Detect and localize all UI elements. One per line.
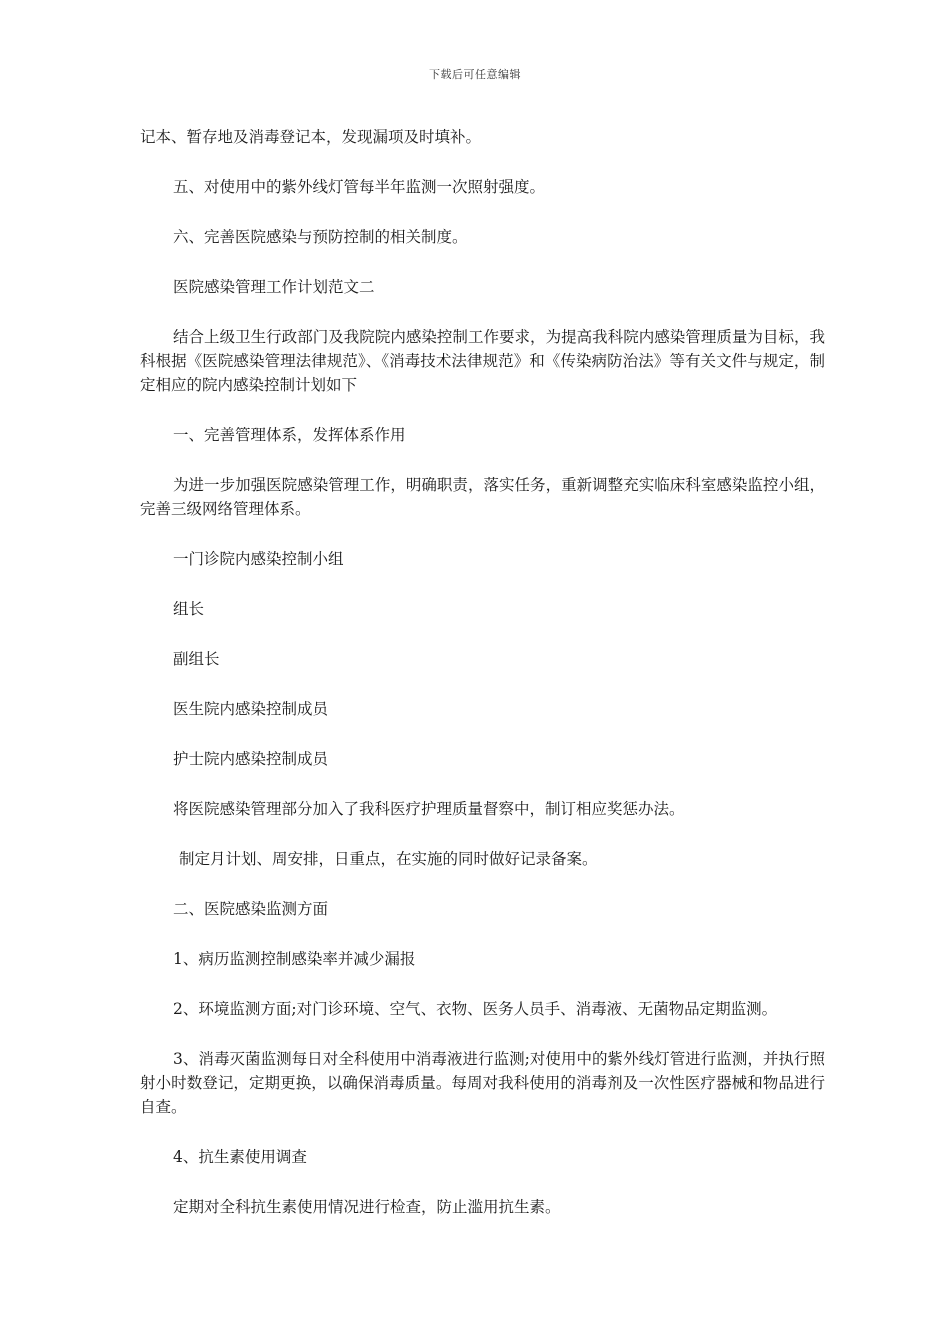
paragraph-doctor-members: 医生院内感染控制成员 xyxy=(173,700,329,718)
paragraph-antibiotics: 定期对全科抗生素使用情况进行检查，防止滥用抗生素。 xyxy=(173,1198,561,1216)
heading-two: 二、医院感染监测方面 xyxy=(173,900,329,918)
paragraph-intro: 结合上级卫生行政部门及我院院内感染控制工作要求，为提高我科院内感染管理质量为目标，我科根据《医院感染管理法律规范》、《消毒技术法律规范》和《传染病防治法》等有关文件与规定，制定相应的院内感染控制计划如下 xyxy=(140,328,825,394)
page-header: 下载后可任意编辑 xyxy=(429,68,521,81)
paragraph-item-five: 五、对使用中的紫外线灯管每半年监测一次照射强度。 xyxy=(173,178,546,196)
paragraph-group: 一门诊院内感染控制小组 xyxy=(173,550,344,568)
paragraph-item-3: 3、消毒灭菌监测每日对全科使用中消毒液进行监测;对使用中的紫外线灯管进行监测，并执行照射小时数登记，定期更换，以确保消毒质量。每周对我科使用的消毒剂及一次性医疗器械和物品进行自查。 xyxy=(140,1050,825,1116)
paragraph-item-six: 六、完善医院感染与预防控制的相关制度。 xyxy=(173,228,468,246)
paragraph-system: 为进一步加强医院感染管理工作，明确职责，落实任务，重新调整充实临床科室感染监控小组，完善三级网络管理体系。 xyxy=(140,476,825,518)
paragraph-plan: 制定月计划、周安排，日重点，在实施的同时做好记录备案。 xyxy=(179,850,598,868)
paragraph-quality: 将医院感染管理部分加入了我科医疗护理质量督察中，制订相应奖惩办法。 xyxy=(173,800,685,818)
document-body xyxy=(140,125,825,1219)
paragraph-continuation: 记本、暂存地及消毒登记本，发现漏项及时填补。 xyxy=(140,128,482,146)
paragraph-nurse-members: 护士院内感染控制成员 xyxy=(173,750,329,768)
heading-one: 一、完善管理体系，发挥体系作用 xyxy=(173,426,406,444)
paragraph-deputy-leader: 副组长 xyxy=(173,650,220,668)
paragraph-item-4: 4、抗生素使用调查 xyxy=(173,1148,307,1166)
section-title: 医院感染管理工作计划范文二 xyxy=(173,278,375,296)
paragraph-item-2: 2、环境监测方面;对门诊环境、空气、衣物、医务人员手、消毒液、无菌物品定期监测。 xyxy=(173,1000,778,1018)
paragraph-leader: 组长 xyxy=(173,600,205,618)
paragraph-item-1: 1、病历监测控制感染率并减少漏报 xyxy=(173,950,416,968)
